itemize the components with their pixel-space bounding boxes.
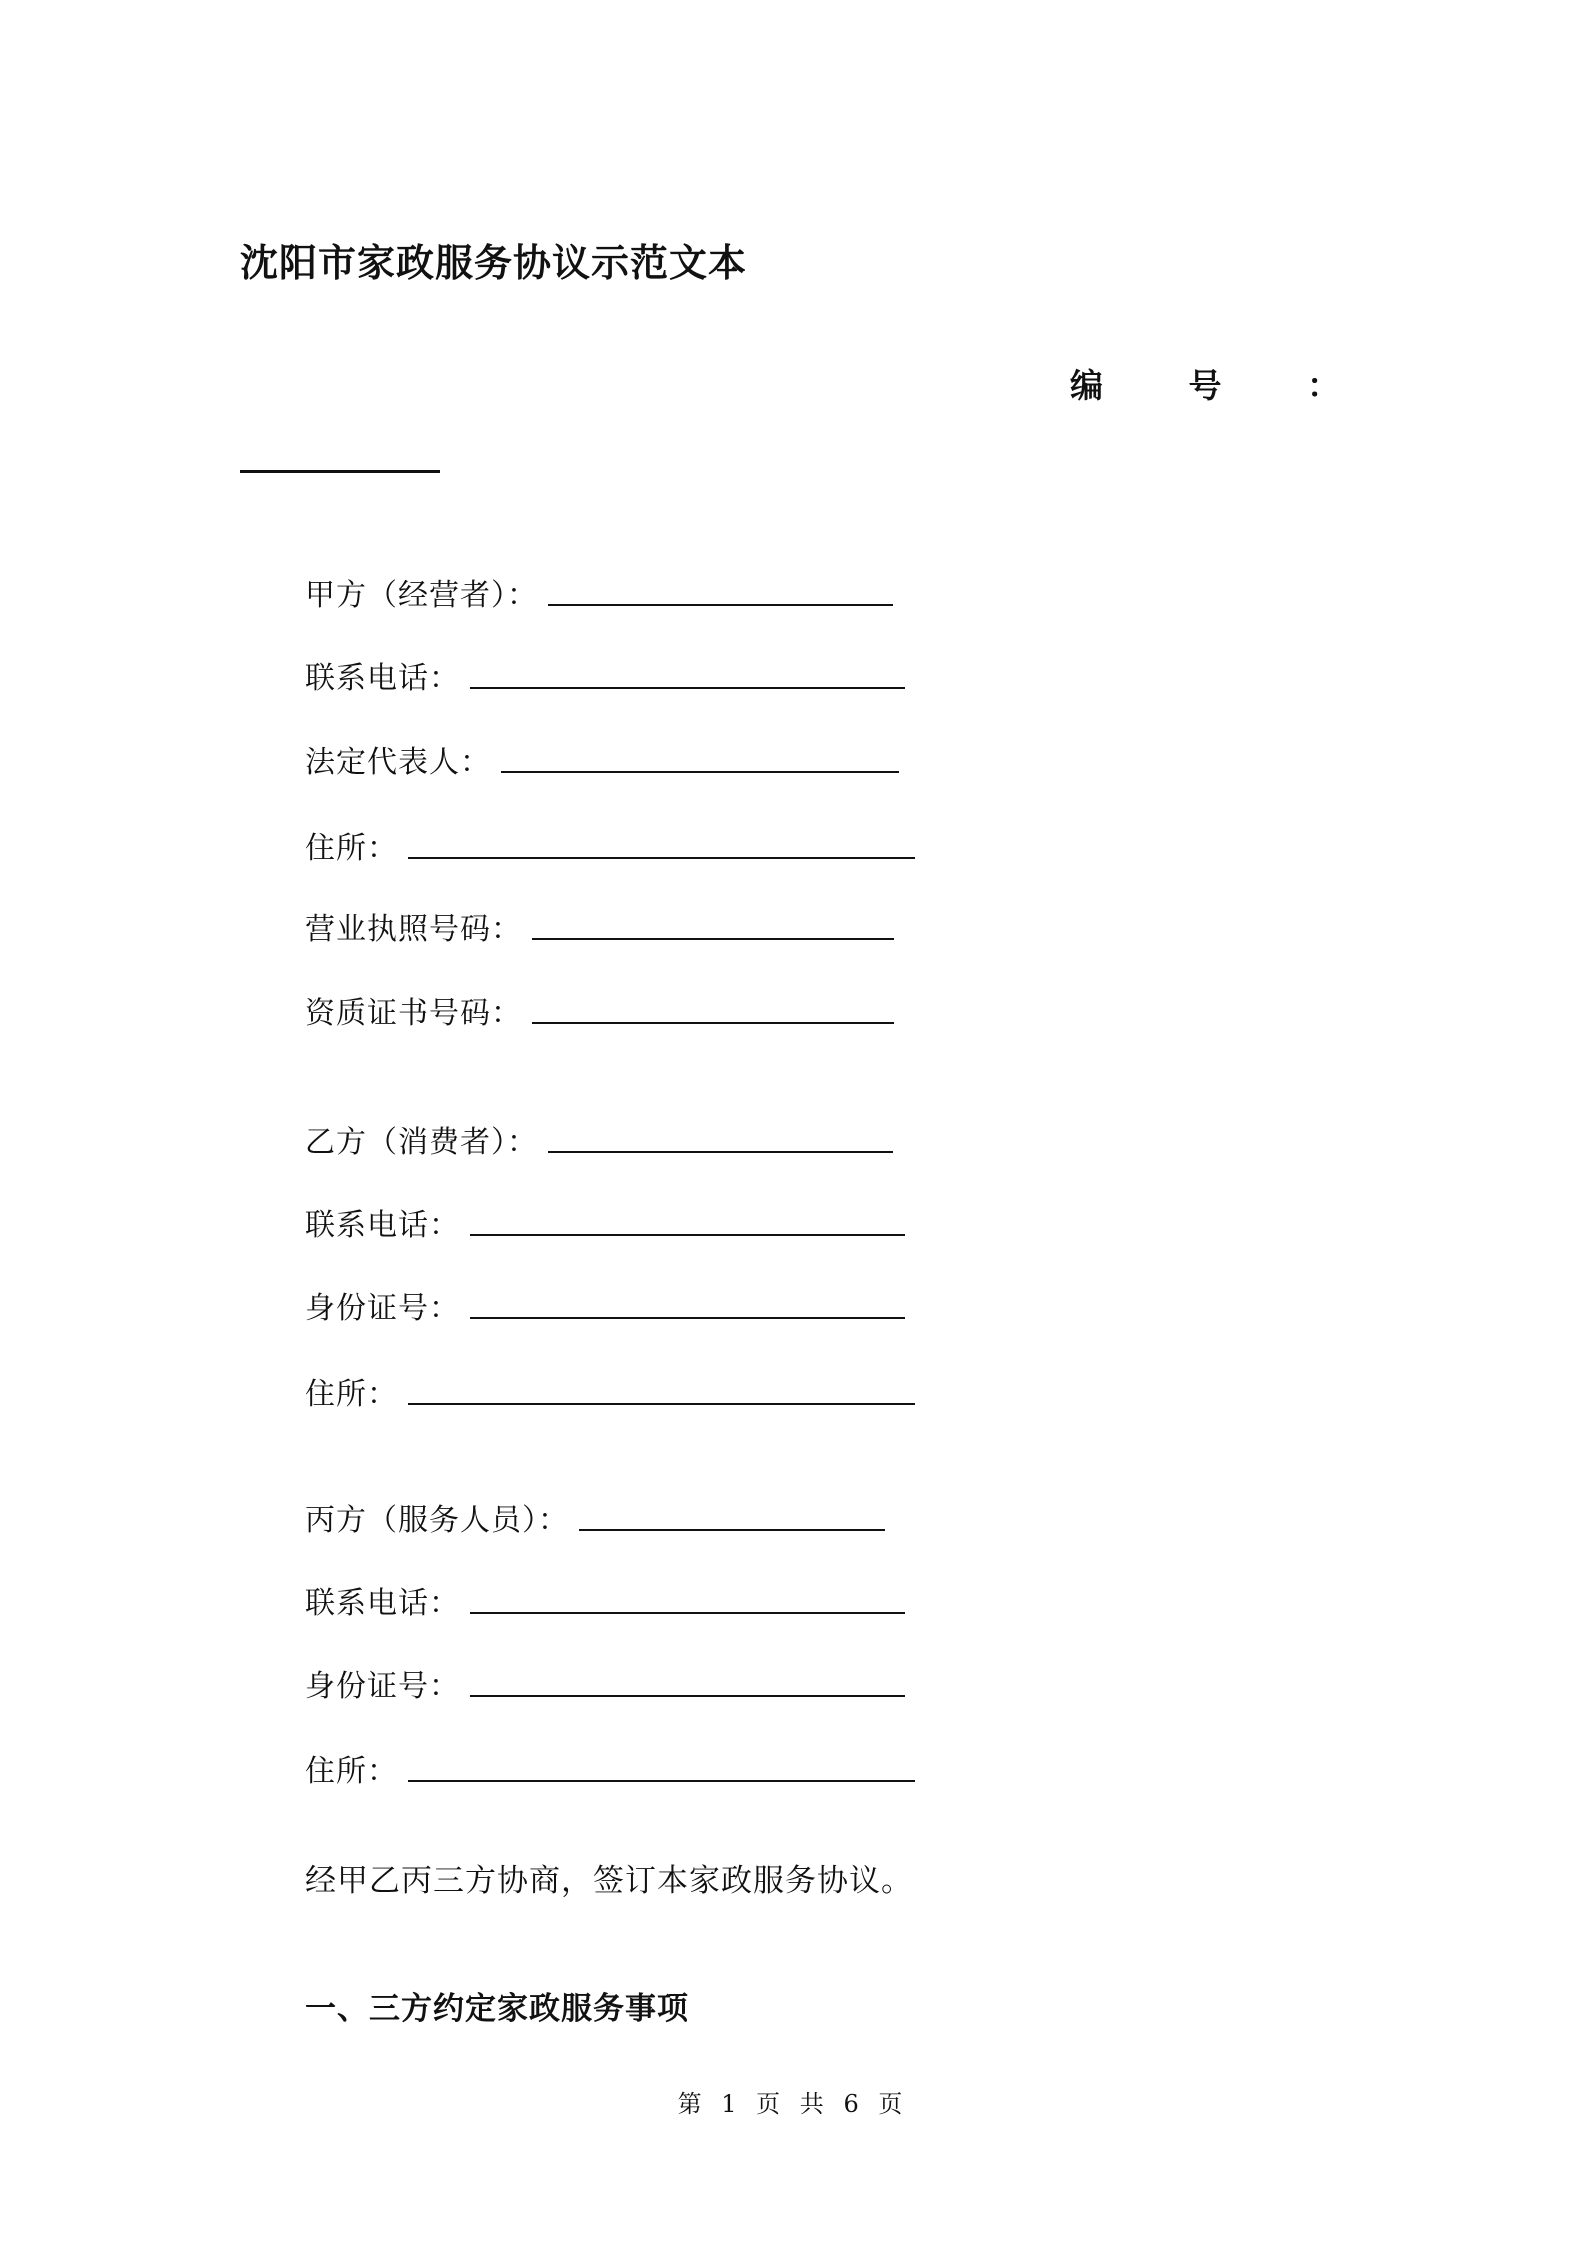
field-label: 资质证书号码：	[305, 996, 522, 1031]
field-label: 甲方（经营者）：	[305, 578, 538, 613]
party-a-address-field[interactable]	[408, 857, 915, 859]
field-label: 联系电话：	[305, 661, 460, 696]
party-a-phone-row	[305, 653, 905, 697]
field-label: 营业执照号码：	[305, 912, 522, 947]
party-b-phone-row	[305, 1200, 905, 1244]
party-b-id-row	[305, 1283, 905, 1327]
document-number-char: 号	[1188, 366, 1222, 405]
party-a-license-row	[305, 904, 894, 948]
agreement-statement: 经甲乙丙三方协商，签订本家政服务协议。	[305, 1863, 913, 1899]
party-a-legal-rep-row	[305, 737, 899, 781]
party-a-name-row	[305, 570, 893, 614]
field-label: 住所：	[305, 831, 398, 866]
party-c-name-row	[305, 1495, 885, 1539]
party-a-certificate-field[interactable]	[532, 1022, 894, 1024]
field-label: 法定代表人：	[305, 745, 491, 780]
field-label: 身份证号：	[305, 1669, 460, 1704]
page-footer: 第 1 页 共 6 页	[677, 2090, 909, 2118]
party-b-address-field[interactable]	[408, 1403, 915, 1405]
party-b-address-row	[305, 1369, 915, 1413]
document-number-label	[1070, 360, 1340, 407]
party-a-legal-rep-field[interactable]	[501, 771, 899, 773]
party-b-name-row	[305, 1117, 893, 1161]
field-label: 联系电话：	[305, 1586, 460, 1621]
party-a-phone-field[interactable]	[470, 687, 905, 689]
party-a-certificate-row	[305, 988, 894, 1032]
party-c-name-field[interactable]	[579, 1529, 885, 1531]
party-a-license-field[interactable]	[532, 938, 894, 940]
party-b-name-field[interactable]	[548, 1151, 893, 1153]
party-c-address-row	[305, 1746, 915, 1790]
field-label: 身份证号：	[305, 1291, 460, 1326]
document-number-char: ：	[1307, 366, 1340, 405]
party-b-id-field[interactable]	[470, 1317, 905, 1319]
document-title: 沈阳市家政服务协议示范文本	[240, 241, 748, 285]
party-c-phone-row	[305, 1578, 905, 1622]
section-heading: 一、三方约定家政服务事项	[305, 1991, 689, 2027]
field-label: 住所：	[305, 1754, 398, 1789]
field-label: 丙方（服务人员）：	[305, 1503, 569, 1538]
document-number-char: 编	[1070, 366, 1103, 405]
party-c-id-row	[305, 1661, 905, 1705]
party-a-name-field[interactable]	[548, 604, 893, 606]
party-c-phone-field[interactable]	[470, 1612, 905, 1614]
document-number-field[interactable]	[240, 470, 440, 473]
party-c-address-field[interactable]	[408, 1780, 915, 1782]
party-b-phone-field[interactable]	[470, 1234, 905, 1236]
party-a-address-row	[305, 823, 915, 867]
field-label: 乙方（消费者）：	[305, 1125, 538, 1160]
field-label: 住所：	[305, 1377, 398, 1412]
field-label: 联系电话：	[305, 1208, 460, 1243]
party-c-id-field[interactable]	[470, 1695, 905, 1697]
